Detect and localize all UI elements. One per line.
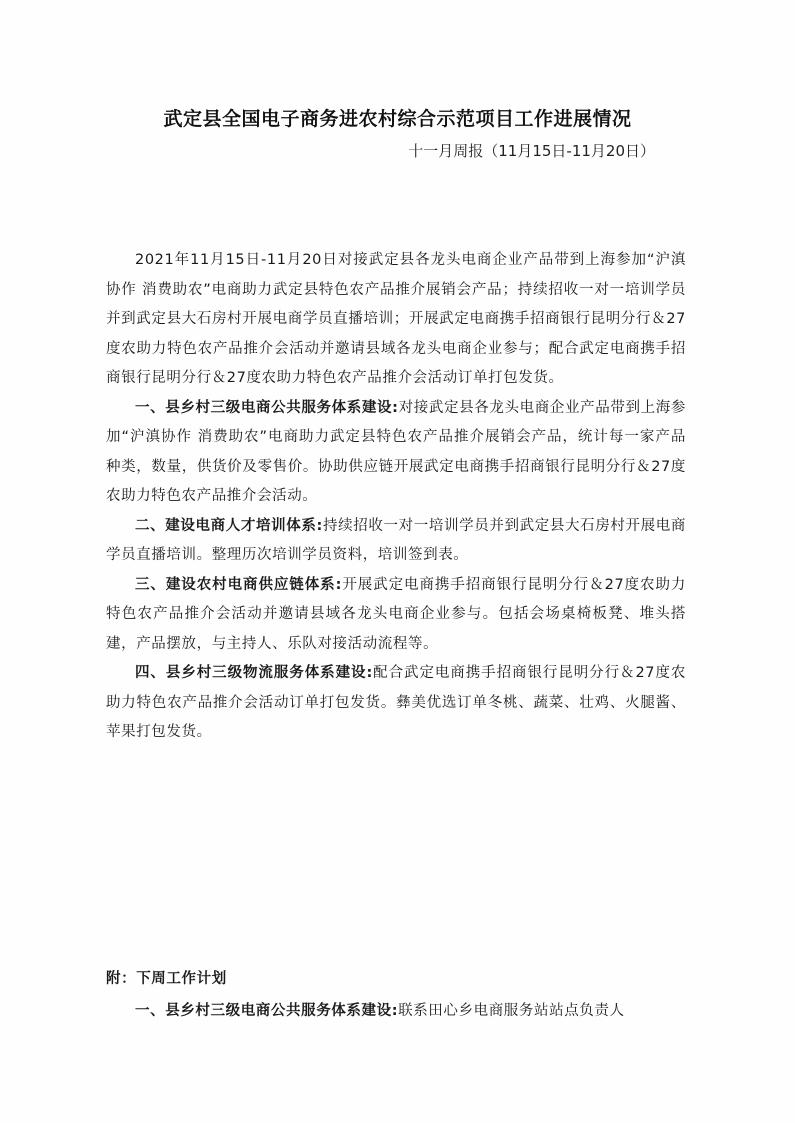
document-body bbox=[106, 246, 686, 748]
document-title: 武定县全国电子商务进农村综合示范项目工作进展情况 bbox=[163, 108, 632, 130]
appendix-item-1 bbox=[106, 995, 686, 1027]
appendix bbox=[106, 963, 686, 1027]
section-heading-4: 四、县乡村三级物流服务体系建设: bbox=[135, 665, 373, 681]
intro-paragraph: 2021年11月15日-11月20日对接武定县各龙头电商企业产品带到上海参加“沪滇协作 消费助农”电商助力武定县特色农产品推介展销会产品；持续招收一对一培训学员并到武定县大石房村开展电商学员直播培训；开展武定电商携手招商银行昆明分行＆27度农助力特色农产品推介会活动并邀请县域各龙头电商企业参与；配合武定电商携手招商银行昆明分行＆27度农助力特色农产品推介会活动订单打包发货。 bbox=[106, 252, 686, 386]
section-heading-1: 一、县乡村三级电商公共服务体系建设: bbox=[135, 399, 399, 416]
section-paragraph-2 bbox=[106, 512, 686, 571]
section-paragraph-3 bbox=[106, 571, 686, 660]
section-paragraph-1 bbox=[106, 394, 686, 512]
section-text-4: 配合武定电商携手招商银行昆明分行＆27度农助力特色农产品推介会活动订单打包发货。彝美优选订单冬桃、蔬菜、壮鸡、火腿酱、苹果打包发货。 bbox=[106, 665, 686, 740]
appendix-item-heading-1: 一、县乡村三级电商公共服务体系建设: bbox=[135, 1003, 399, 1019]
section-text-1: 对接武定县各龙头电商企业产品带到上海参加“沪滇协作 消费助农”电商助力武定县特色农产品推介展销会产品，统计每一家产品种类，数量，供货价及零售价。协助供应链开展武定电商携手招商银行昆明分行＆27度农助力特色农产品推介会活动。 bbox=[106, 399, 686, 504]
section-text-3: 开展武定电商携手招商银行昆明分行＆27度农助力特色农产品推介会活动并邀请县域各龙头电商企业参与。包括会场桌椅板凳、堆头搭建，产品摆放，与主持人、乐队对接活动流程等。 bbox=[106, 576, 687, 652]
appendix-item-text-1: 联系田心乡电商服务站站点负责人 bbox=[398, 1003, 625, 1019]
section-heading-2: 二、建设电商人才培训体系: bbox=[135, 517, 323, 534]
document-subtitle: 十一月周报（11月15日-11月20日） bbox=[408, 142, 655, 160]
section-heading-3: 三、建设农村电商供应链体系: bbox=[135, 576, 342, 593]
section-paragraph-4 bbox=[106, 659, 686, 748]
section-text-2: 持续招收一对一培训学员并到武定县大石房村开展电商学员直播培训。整理历次培训学员资料，培训签到表。 bbox=[106, 517, 686, 563]
appendix-title: 附：下周工作计划 bbox=[106, 971, 227, 987]
